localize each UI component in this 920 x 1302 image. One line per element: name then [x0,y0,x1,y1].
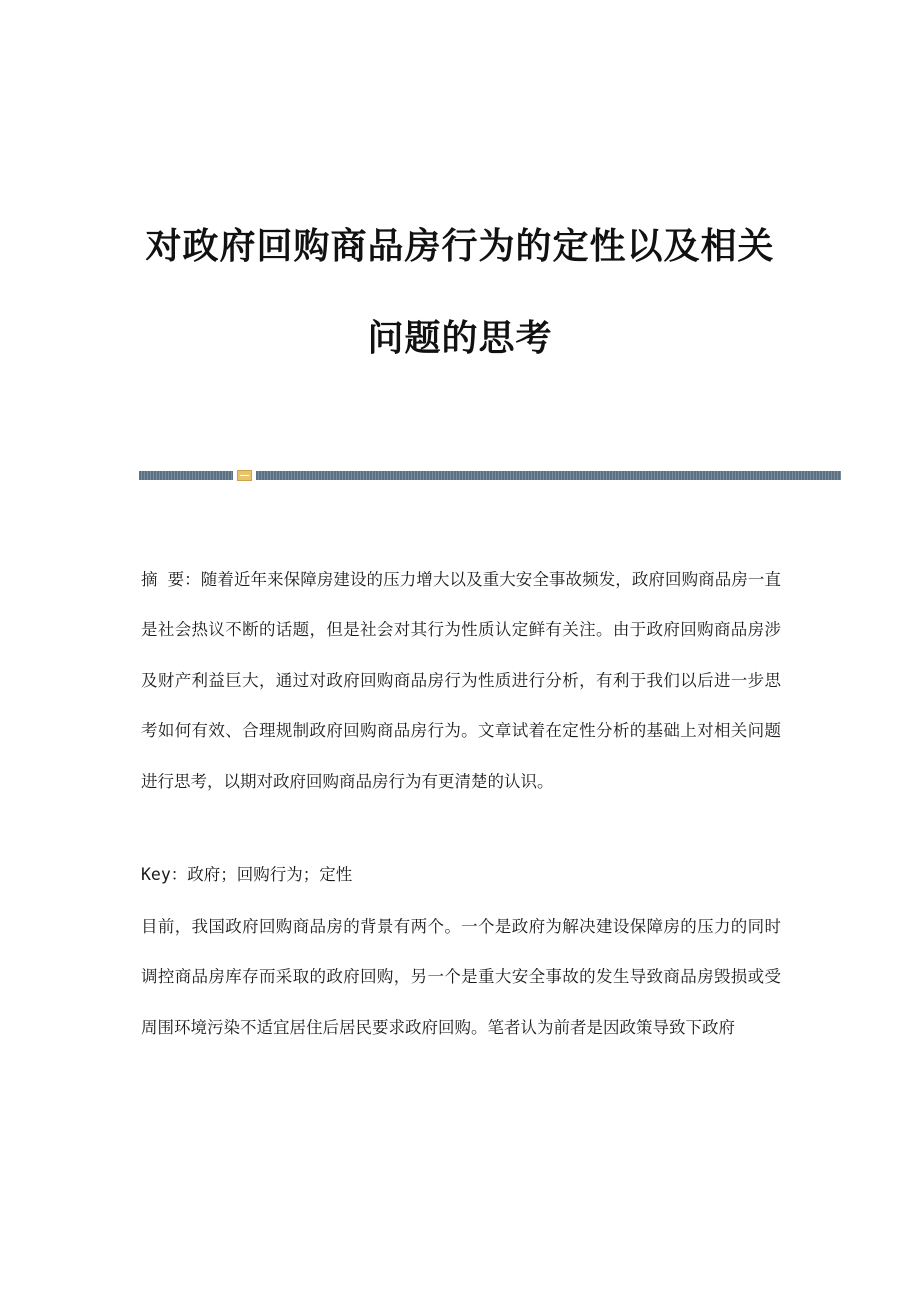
divider-bar-left [139,471,233,480]
divider-bar-right [256,471,841,480]
document-title-line-2: 问题的思考 [367,318,553,359]
document-title-line-1: 对政府回购商品房行为的定性以及相关 [145,226,775,267]
divider-ornament-icon [237,470,252,481]
title-divider [139,471,841,480]
keywords-line: Key：政府；回购行为；定性 [141,865,353,884]
abstract-paragraph: 摘 要：随着近年来保障房建设的压力增大以及重大安全事故频发，政府回购商品房一直是社会热议不断的话题，但是社会对其行为性质认定鲜有关注。由于政府回购商品房涉及财产利益巨大，通过对政府回购商品房行为性质进行分析，有利于我们以后进一步思考如何有效、合理规制政府回购商品房行为。文章试着在定性分析的基础上对相关问题进行思考，以期对政府回购商品房行为有更清楚的认识。 [141,570,781,791]
body-paragraph: 目前，我国政府回购商品房的背景有两个。一个是政府为解决建设保障房的压力的同时调控商品房库存而采取的政府回购，另一个是重大安全事故的发生导致商品房毁损或受周围环境污染不适宜居住后居民要求政府回购。笔者认为前者是因政策导致下政府 [141,917,781,1037]
